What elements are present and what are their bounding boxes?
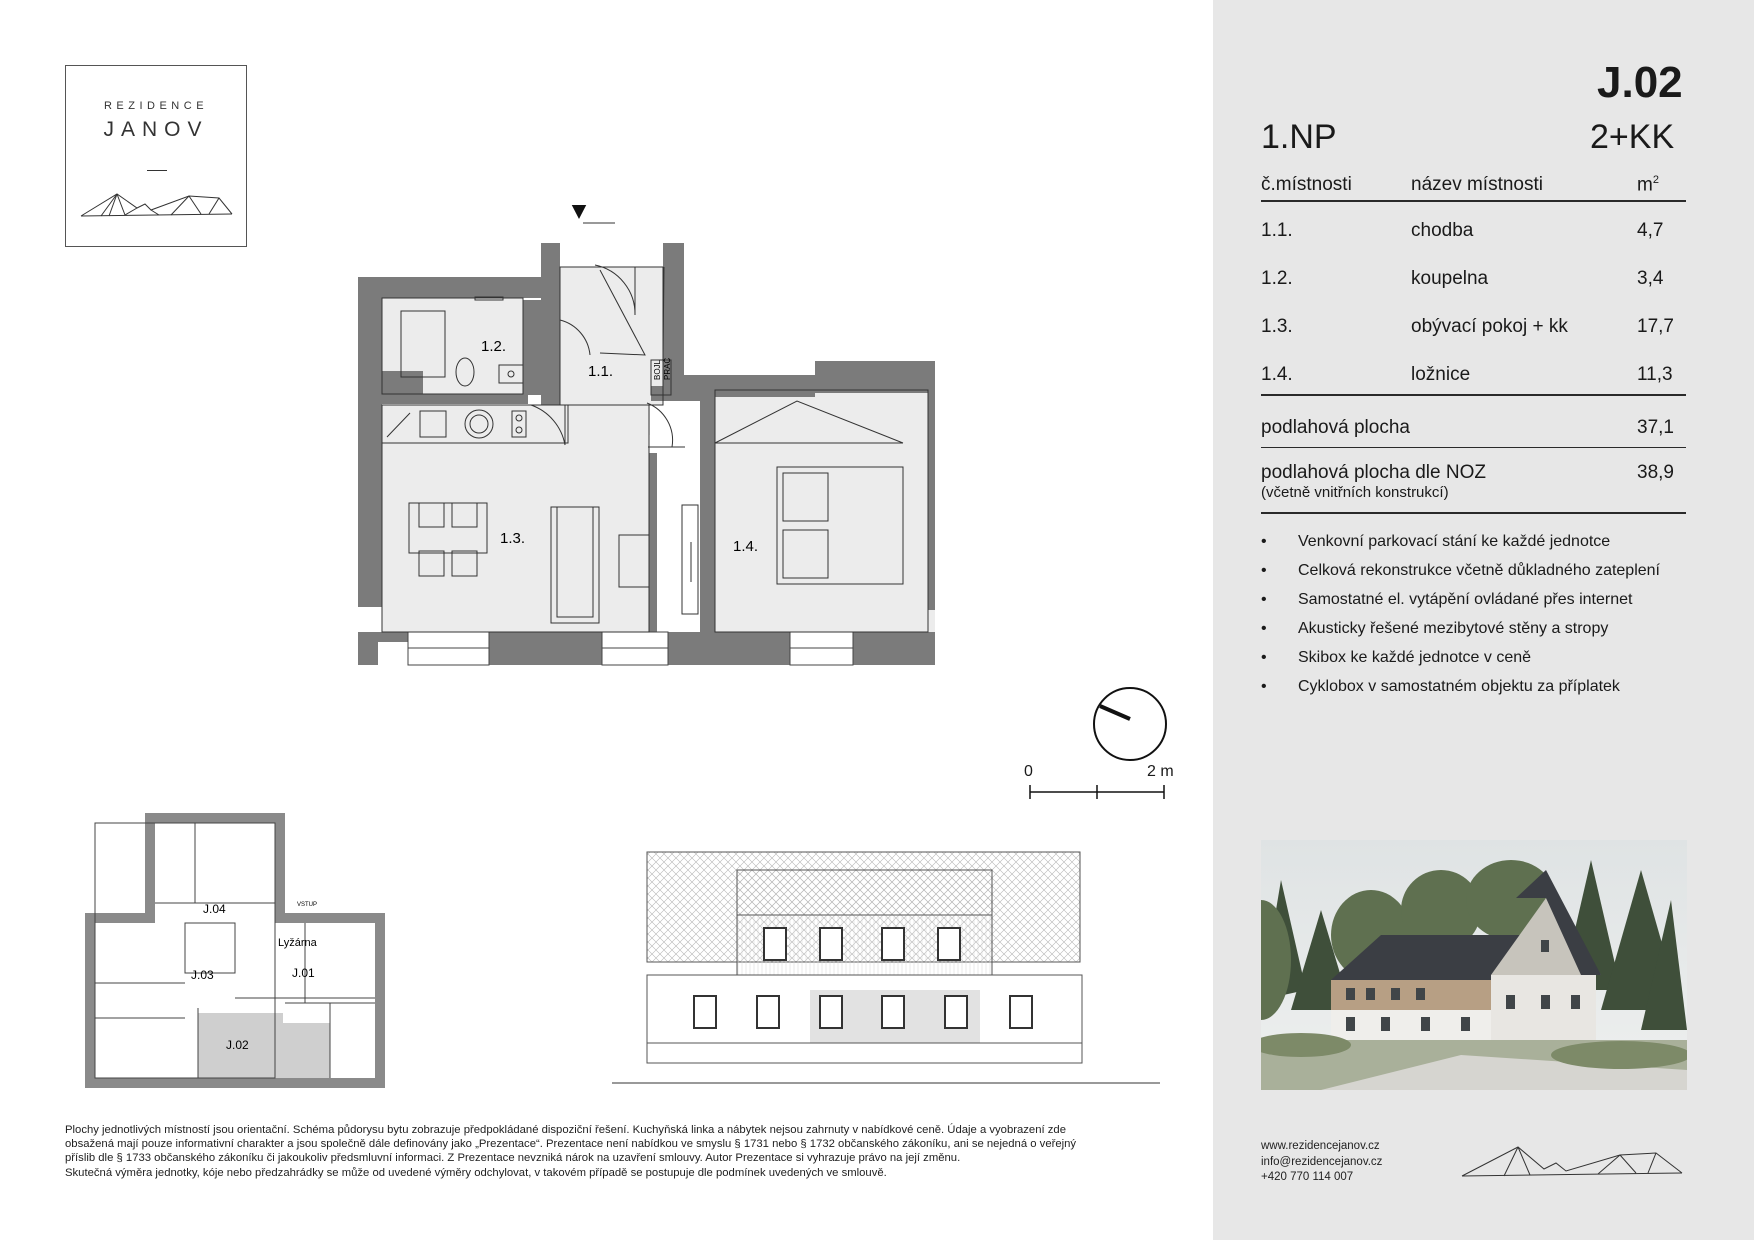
disclaimer-line: Skutečná výměra jednotky, kóje nebo předzahrádky se může od uvedené výměry odchylovat, v takovém případě se postupuje dle podmínek uvedených ve smlouvě. [65, 1166, 887, 1179]
room-label-1-4: 1.4. [733, 538, 759, 555]
feature-item: Venkovní parkovací stání ke každé jednotce [1298, 533, 1611, 550]
building-elevation [612, 850, 1162, 1085]
noz-area-note: (včetně vnitřních konstrukcí) [1261, 484, 1449, 501]
site-unit-j03: J.03 [191, 968, 214, 982]
table-divider [1261, 200, 1686, 202]
room-area-1-3: 17,7 [1637, 316, 1674, 337]
floor-area-value: 37,1 [1637, 417, 1674, 438]
feature-item: Akusticky řešené mezibytové stěny a stropy [1298, 620, 1609, 637]
site-unit-j04: J.04 [203, 902, 226, 916]
feature-item: Cyklobox v samostatném objektu za příplatek [1298, 678, 1620, 695]
noz-area-value: 38,9 [1637, 462, 1674, 483]
scale-end-label: 2 m [1147, 763, 1174, 780]
logo-main-text: JANOV [103, 118, 209, 141]
room-name-1-4: ložnice [1411, 364, 1471, 385]
room-label-1-3: 1.3. [500, 530, 526, 547]
floor-label: 1.NP [1261, 118, 1337, 156]
disclaimer-line: obsažená mají pouze informativní charakter a jsou společně dále definovány jako „Prezentace“. Prezentace není nabídkou ve smyslu § 1731 nebo § 1732 občanského zákoníku, ani se nejedná o veřejný [65, 1138, 1077, 1151]
boiler-label: BOJL [653, 359, 662, 380]
disclaimer-line: příslib dle § 1733 občanského zákoníku či jakoukoliv předsmluvní informaci. Z Prezentace nevzniká nárok na uzavření smlouvy. Autor Prezentace si vyhrazuje právo na její změnu. [65, 1152, 961, 1165]
table-divider [1261, 447, 1686, 448]
table-divider [1261, 512, 1686, 514]
scale-zero-label: 0 [1024, 763, 1033, 780]
building-render-image [1261, 840, 1687, 1090]
room-number-1-3: 1.3. [1261, 316, 1293, 337]
scale-bar [1028, 782, 1168, 802]
room-label-1-1: 1.1. [588, 363, 614, 380]
feature-bullet: • [1261, 649, 1267, 666]
col-header-area: $m^2$ [1637, 174, 1659, 196]
layout-label: 2+KK [1590, 118, 1675, 156]
mountain-footer-icon [1460, 1143, 1684, 1179]
feature-item: Samostatné el. vytápění ovládané přes internet [1298, 591, 1633, 608]
website-link[interactable]: www.rezidencejanov.cz [1261, 1140, 1380, 1152]
room-name-1-1: chodba [1411, 220, 1474, 241]
contact-info [1261, 1139, 1382, 1186]
email-link[interactable]: info@rezidencejanov.cz [1261, 1155, 1383, 1168]
ski-room-label: Lyžárna [278, 937, 317, 949]
feature-bullet: • [1261, 533, 1267, 550]
washer-label: PRAČ [663, 357, 672, 380]
disclaimer-text [65, 1123, 1180, 1180]
room-area-1-1: 4,7 [1637, 220, 1664, 241]
room-area-1-2: 3,4 [1637, 268, 1664, 289]
feature-bullet: • [1261, 562, 1267, 579]
room-area-1-4: 11,3 [1637, 364, 1673, 385]
unit-code: J.02 [1597, 58, 1683, 107]
floor-area-label: podlahová plocha [1261, 417, 1410, 438]
feature-bullet: • [1261, 678, 1267, 695]
room-number-1-2: 1.2. [1261, 268, 1293, 289]
room-number-1-1: 1.1. [1261, 220, 1293, 241]
feature-bullet: • [1261, 591, 1267, 608]
entry-label: VSTUP [297, 902, 318, 908]
site-plan [85, 813, 395, 1088]
site-unit-j01: J.01 [292, 966, 315, 980]
disclaimer-line: Plochy jednotlivých místností jsou orientační. Schéma půdorysu bytu zobrazuje předpokládané dispoziční řešení. Kuchyňská linka a nábytek nejsou zahrnuty v nabídkové ceně. Údaje a vyobrazení zde [65, 1124, 1066, 1136]
room-name-1-3: obývací pokoj + kk [1411, 316, 1568, 337]
room-name-1-2: koupelna [1411, 268, 1489, 289]
table-divider [1261, 394, 1686, 396]
col-header-number: č.místnosti [1261, 174, 1352, 195]
col-header-name: název místnosti [1411, 174, 1543, 195]
mountain-logo-icon [79, 186, 234, 220]
logo-divider [147, 170, 167, 171]
floor-plan [355, 205, 935, 675]
room-number-1-4: 1.4. [1261, 364, 1293, 385]
logo-top-text: REZIDENCE [103, 100, 209, 112]
room-label-1-2: 1.2. [481, 338, 507, 355]
compass-icon [1090, 684, 1170, 764]
site-unit-j02: J.02 [226, 1038, 249, 1052]
feature-item: Skibox ke každé jednotce v ceně [1298, 649, 1532, 666]
feature-bullet: • [1261, 620, 1267, 637]
noz-area-label: podlahová plocha dle NOZ [1261, 462, 1486, 483]
phone-number: +420 770 114 007 [1261, 1171, 1354, 1183]
logo [65, 65, 247, 247]
feature-item: Celková rekonstrukce včetně důkladného zateplení [1298, 562, 1660, 579]
